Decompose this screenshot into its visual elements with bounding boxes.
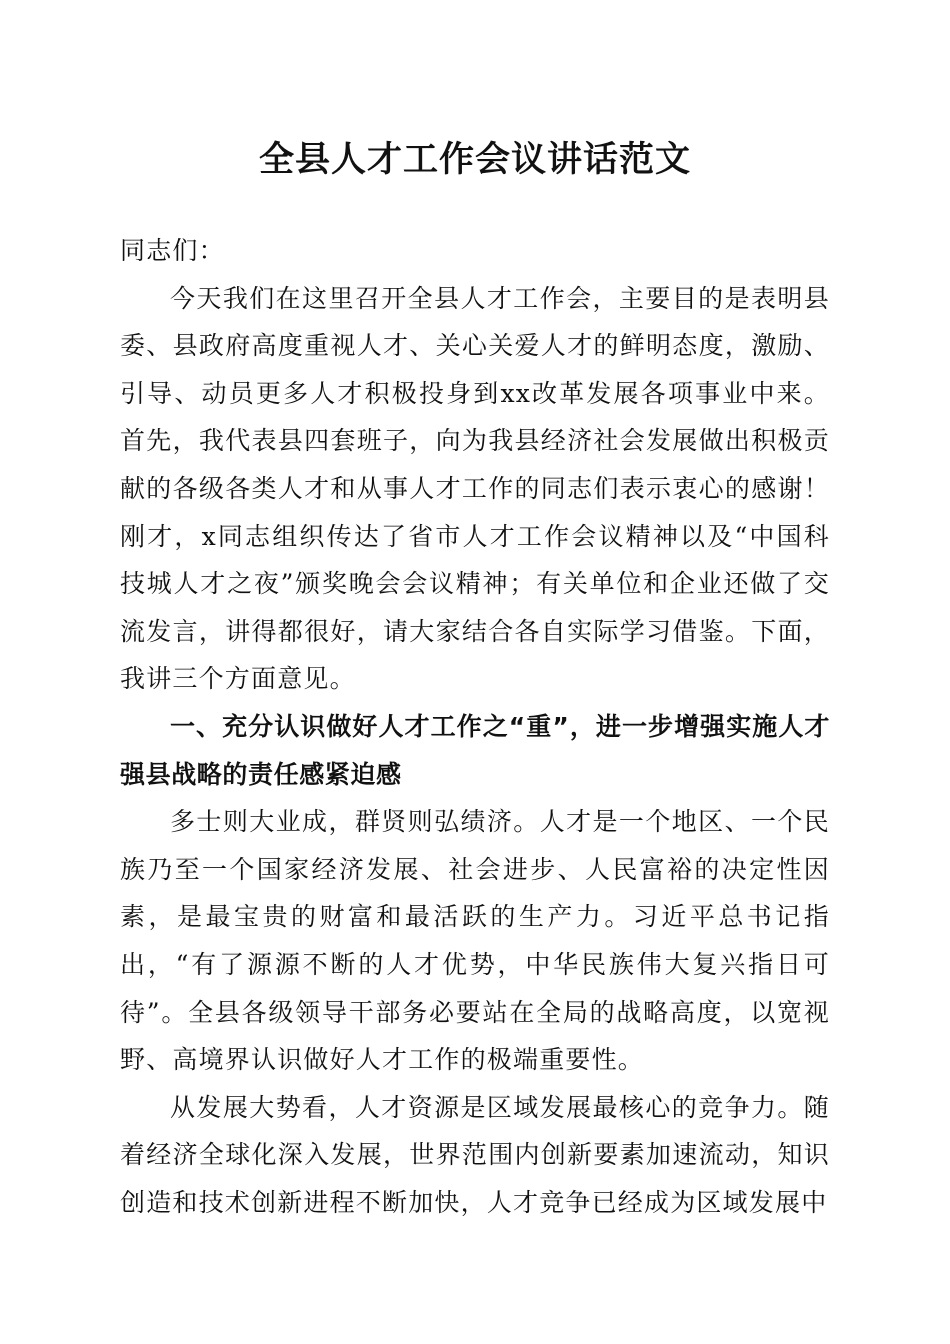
body-paragraph: 多士则大业成，群贤则弘绩济。人才是一个地区、一个民族乃至一个国家经济发展、社会进步、人民富裕的决定性因素，是最宝贵的财富和最活跃的生产力。习近平总书记指出，“有了源源不断的人才优势，中华民族伟大复兴指日可待”。全县各级领导干部务必要站在全局的战略高度，以宽视野、高境界认识做好人才工作的极端重要性。 xyxy=(120,807,830,1075)
document-title: 全县人才工作会议讲话范文 xyxy=(258,139,691,180)
body-paragraph: 从发展大势看，人才资源是区域发展最核心的竞争力。随着经济全球化深入发展，世界范围内创新要素加速流动，知识创造和技术创新进程不断加快，人才竞争已经成为区域发展中 xyxy=(120,1092,830,1217)
section-heading: 一、充分认识做好人才工作之“重”，进一步增强实施人才强县战略的责任感紧迫感 xyxy=(120,711,830,789)
opening-paragraph: 今天我们在这里召开全县人才工作会，主要目的是表明县委、县政府高度重视人才、关心关爱人才的鲜明态度，激励、引导、动员更多人才积极投身到xx改革发展各项事业中来。首先，我代表县四套班子，向为我县经济社会发展做出积极贡献的各级各类人才和从事人才工作的同志们表示衷心的感谢！刚才，x同志组织传达了省市人才工作会议精神以及“中国科技城人才之夜”颁奖晚会会议精神；有关单位和企业还做了交流发言，讲得都很好，请大家结合各自实际学习借鉴。下面，我讲三个方面意见。 xyxy=(120,283,830,694)
document-body xyxy=(120,227,830,1226)
salutation: 同志们： xyxy=(120,236,225,265)
